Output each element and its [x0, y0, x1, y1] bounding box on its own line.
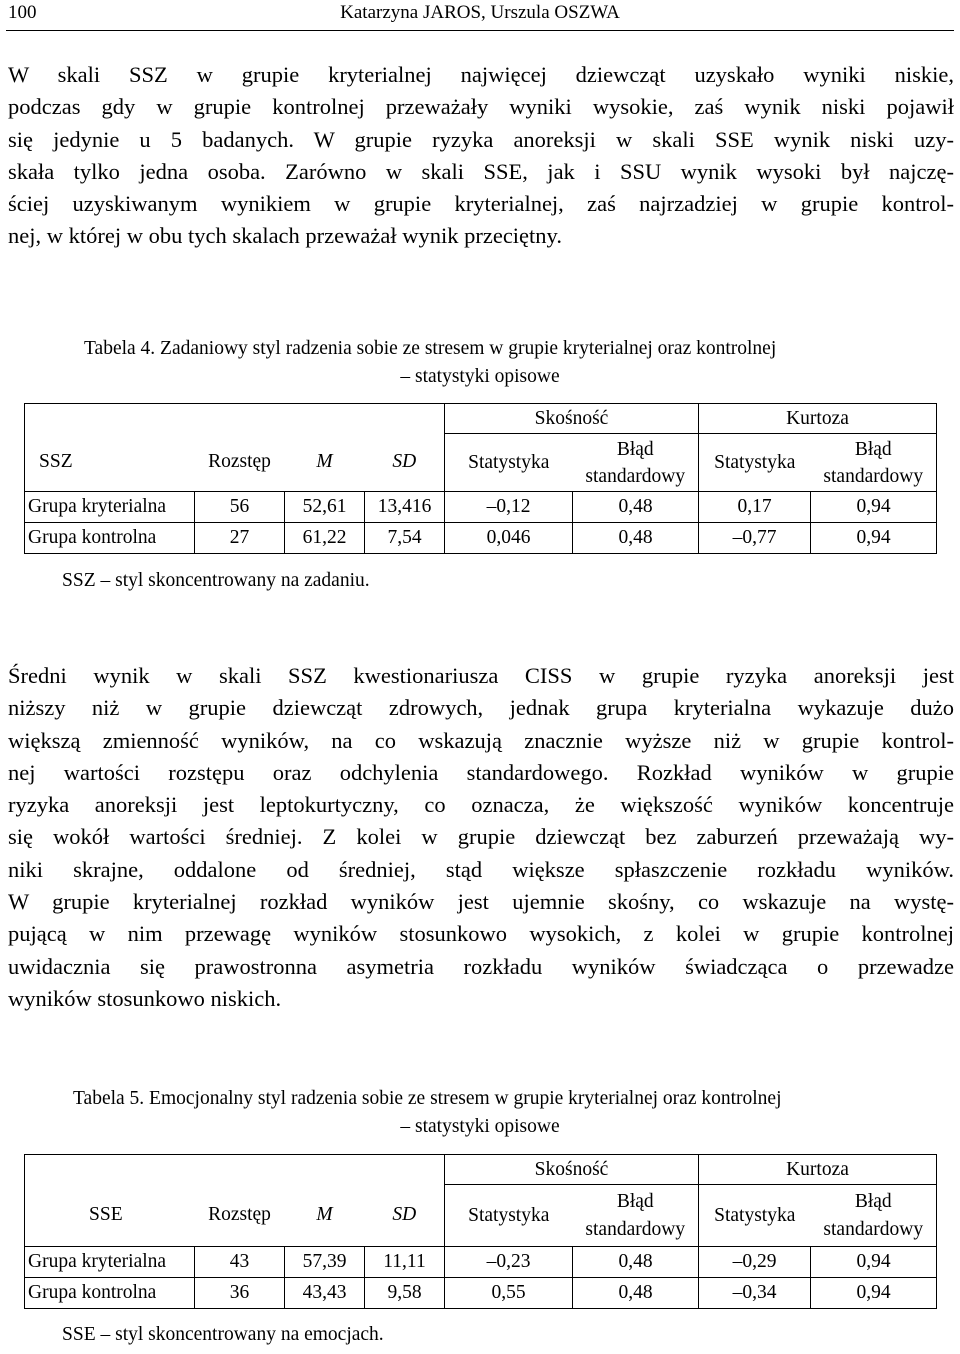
table-cell: –0,77: [699, 523, 811, 554]
text-line: – statystyki opisowe: [400, 366, 560, 387]
text-line: AROS: [430, 2, 482, 23]
table4-header-kurtosis: Kurtoza: [699, 404, 937, 434]
text-line: O: [554, 2, 569, 23]
table-cell: –0,29: [699, 1247, 811, 1278]
table-cell: 13,416: [365, 492, 445, 523]
table-row: [25, 1247, 937, 1278]
table-cell: Grupa kontrolna: [25, 1278, 195, 1309]
table4-caption: [0, 335, 960, 391]
page-number: 100: [8, 2, 37, 23]
table4-header-range: Rozstęp: [195, 404, 285, 492]
table-cell: 61,22: [285, 523, 365, 554]
table-cell: 0,48: [573, 1278, 699, 1309]
text-line: nej wartości rozstępu oraz odchylenia standardowego. Rozkład wyników w grupie: [8, 759, 954, 785]
table5: [24, 1154, 937, 1309]
text-line: J: [422, 2, 431, 23]
table-cell: 0,48: [573, 523, 699, 554]
table5-header-kurt-stat: Statystyka: [699, 1185, 811, 1247]
table4-note: SSZ – styl skoncentrowany na zadaniu.: [62, 570, 370, 591]
text-line: niki skrajne, oddalone od średniej, stąd większe spłaszczenie rozkładu wyników.: [8, 856, 954, 882]
text-line: większą zmienność wyników, na co wskazują znacznie wyższe niż w grupie kontrol-: [8, 727, 954, 753]
text-line: W skali SSZ w grupie kryterialnej najwięcej dziewcząt uzyskało wyniki niskie,: [8, 62, 954, 87]
table-cell: Grupa kryterialna: [25, 492, 195, 523]
running-header: [6, 0, 954, 31]
table-row: [25, 492, 937, 523]
text-line: skała tylko jedna osoba. Zarówno w skali SSE, jak i SSU wynik wysoki był najczę-: [8, 158, 954, 184]
table-cell: 43: [195, 1247, 285, 1278]
table-cell: 0,48: [573, 1247, 699, 1278]
table-cell: 0,48: [573, 492, 699, 523]
table-cell: –0,23: [445, 1247, 573, 1278]
text-line: Urszula: [490, 2, 550, 23]
text-line: ryzyka anoreksji jest leptokurtyczny, co oznacza, że większość wyników koncentruje: [8, 792, 954, 818]
paragraph-results-ssz-sse: [8, 59, 954, 253]
text-line: się jedynie u 5 badanych. W grupie ryzyka anoreksji w skali SSE wynik niski uzy-: [8, 126, 954, 152]
table5-header-skew-stat: Statystyka: [445, 1185, 573, 1247]
table5-header-range: Rozstęp: [195, 1155, 285, 1247]
table-cell: 36: [195, 1278, 285, 1309]
text-line: Średni wynik w skali SSZ kwestionariusza CISS w grupie ryzyka anoreksji jest: [8, 663, 954, 688]
text-line: SZWA: [568, 2, 620, 23]
text-line: wyników stosunkowo niskich.: [8, 985, 282, 1011]
table-cell: 56: [195, 492, 285, 523]
table4-header-sd: SD: [365, 404, 445, 492]
table4-header-m: M: [285, 404, 365, 492]
table-row: [25, 523, 937, 554]
table4: [24, 403, 937, 554]
table-row: [25, 1278, 937, 1309]
table-cell: 0,94: [811, 492, 937, 523]
table5-header-kurt-err: Błąd standardowy: [811, 1185, 937, 1247]
table-cell: 27: [195, 523, 285, 554]
table-cell: 0,94: [811, 523, 937, 554]
table4-header-skew-err: Błąd standardowy: [573, 434, 699, 492]
text-line: nej, w której w obu tych skalach przeważał wynik przeciętny.: [8, 223, 562, 249]
table-cell: 7,54: [365, 523, 445, 554]
text-line: ,: [481, 2, 491, 23]
table-cell: 0,94: [811, 1247, 937, 1278]
table-cell: 0,17: [699, 492, 811, 523]
text-line: Tabela 4. Zadaniowy styl radzenia sobie ze stresem w grupie kryterialnej oraz kontrolnej: [84, 338, 777, 359]
text-line: uwidacznia się prawostronna asymetria rozkładu wyników świadcząca o przewadze: [8, 953, 954, 979]
table-cell: 52,61: [285, 492, 365, 523]
table-cell: –0,34: [699, 1278, 811, 1309]
table5-header-skewness: Skośność: [445, 1155, 699, 1185]
text-line: niższy niż w grupie dziewcząt zdrowych, jednak grupa kryterialna wykazuje dużo: [8, 695, 954, 721]
table4-header-kurt-err: Błąd standardowy: [811, 434, 937, 492]
table-cell: Grupa kryterialna: [25, 1247, 195, 1278]
table-cell: 43,43: [285, 1278, 365, 1309]
table-cell: 0,046: [445, 523, 573, 554]
paragraph-discussion-ssz: [8, 660, 954, 1015]
table5-header-sd: SD: [365, 1155, 445, 1247]
table5-caption: [0, 1085, 960, 1141]
text-line: – statystyki opisowe: [400, 1116, 560, 1137]
text-line: ściej uzyskiwanym wynikiem w grupie kryterialnej, zaś najrzadziej w grupie kontrol-: [8, 191, 954, 217]
text-line: podczas gdy w grupie kontrolnej przeważały wyniki wysokie, zaś wynik niski pojawił: [8, 94, 954, 120]
table-cell: Grupa kontrolna: [25, 523, 195, 554]
text-line: pującą w nim przewagę wyników stosunkowo wysokich, z kolei w grupie kontrolnej: [8, 921, 954, 947]
table-cell: 9,58: [365, 1278, 445, 1309]
text-line: Katarzyna: [340, 2, 419, 23]
table5-note: SSE – styl skoncentrowany na emocjach.: [62, 1324, 384, 1345]
table5-header-m: M: [285, 1155, 365, 1247]
table-cell: –0,12: [445, 492, 573, 523]
table4-scale-label: SSZ: [25, 404, 195, 492]
table5-header-kurtosis: Kurtoza: [699, 1155, 937, 1185]
table-cell: 57,39: [285, 1247, 365, 1278]
table-cell: 0,94: [811, 1278, 937, 1309]
table4-header-skew-stat: Statystyka: [445, 434, 573, 492]
text-line: się wokół wartości średniej. Z kolei w grupie dziewcząt bez zaburzeń przeważają wy-: [8, 824, 954, 850]
text-line: W grupie kryterialnej rozkład wyników jest ujemnie skośny, co wskazuje na wystę-: [8, 889, 954, 915]
table-cell: 0,55: [445, 1278, 573, 1309]
table5-header-skew-err: Błąd standardowy: [573, 1185, 699, 1247]
running-authors: [6, 2, 954, 24]
table4-header-skewness: Skośność: [445, 404, 699, 434]
table4-header-kurt-stat: Statystyka: [699, 434, 811, 492]
table-cell: 11,11: [365, 1247, 445, 1278]
text-line: Tabela 5. Emocjonalny styl radzenia sobie ze stresem w grupie kryterialnej oraz kontrolnej: [73, 1088, 782, 1109]
table5-scale-label: SSE: [25, 1155, 195, 1247]
